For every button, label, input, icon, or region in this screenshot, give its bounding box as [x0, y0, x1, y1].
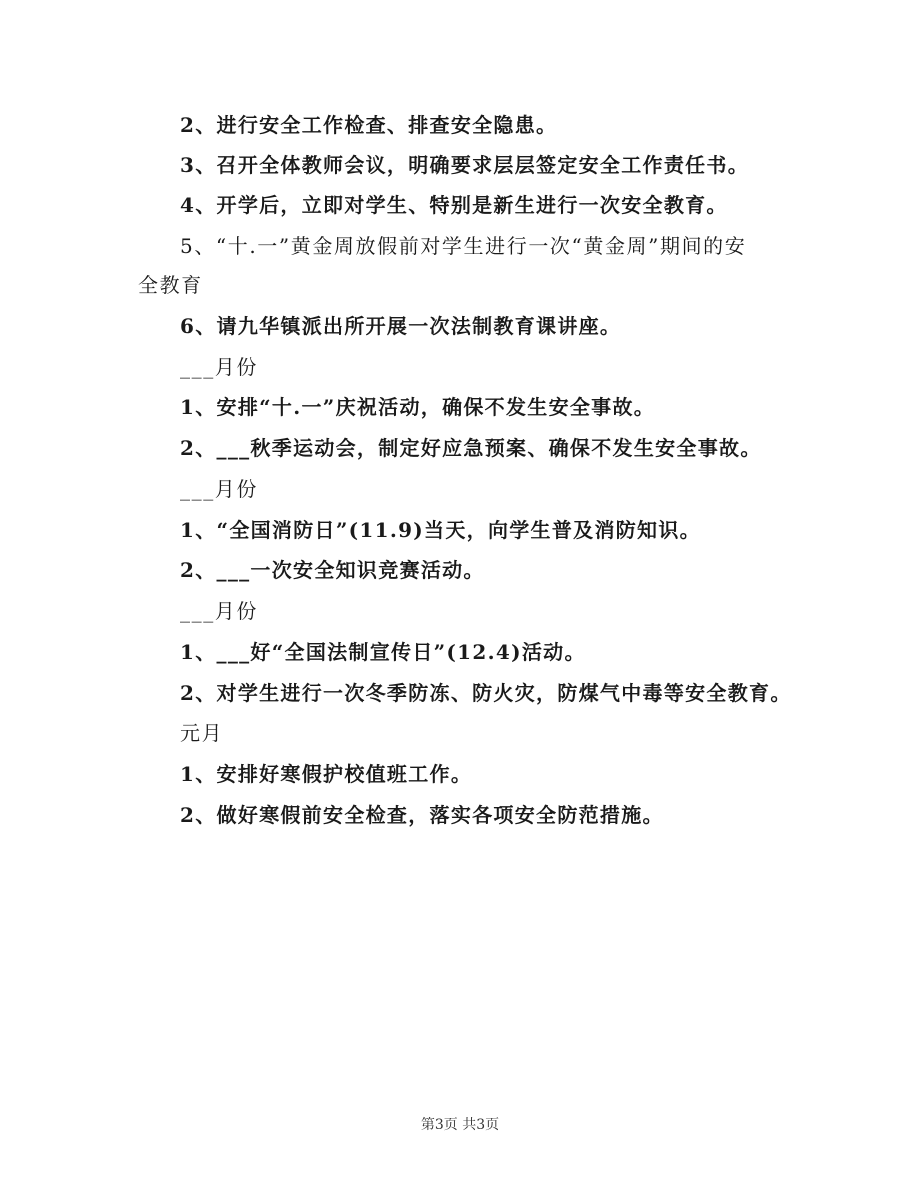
text-line: 1、“全国消防日”(11.9)当天，向学生普及消防知识。 [180, 518, 701, 542]
text-line: 2、对学生进行一次冬季防冻、防火灾，防煤气中毒等安全教育。 [180, 681, 792, 705]
text-line: 6、请九华镇派出所开展一次法制教育课讲座。 [180, 314, 622, 338]
section-heading: ___月份 [180, 599, 258, 623]
section-heading: 元月 [180, 721, 224, 745]
text-line: 5、“十.一”黄金周放假前对学生进行一次“黄金周”期间的安 [180, 234, 747, 258]
text-line: 2、___一次安全知识竞赛活动。 [180, 558, 485, 582]
page-footer: 第3页 共3页 [420, 1117, 500, 1133]
section-heading: ___月份 [180, 477, 258, 501]
text-line: 1、安排好寒假护校值班工作。 [180, 762, 473, 786]
text-line: 全教育 [138, 273, 203, 297]
section-heading: ___月份 [180, 355, 258, 379]
text-line: 4、开学后，立即对学生、特别是新生进行一次安全教育。 [180, 193, 728, 217]
text-line: 2、___秋季运动会，制定好应急预案、确保不发生安全事故。 [180, 436, 762, 460]
text-line: 3、召开全体教师会议，明确要求层层签定安全工作责任书。 [180, 153, 750, 177]
text-line: 2、做好寒假前安全检查，落实各项安全防范措施。 [180, 803, 664, 827]
text-line: 1、___好“全国法制宣传日”(12.4)活动。 [180, 640, 586, 664]
text-line: 1、安排“十.一”庆祝活动，确保不发生安全事故。 [180, 395, 656, 419]
text-line: 2、进行安全工作检查、排查安全隐患。 [180, 113, 558, 137]
